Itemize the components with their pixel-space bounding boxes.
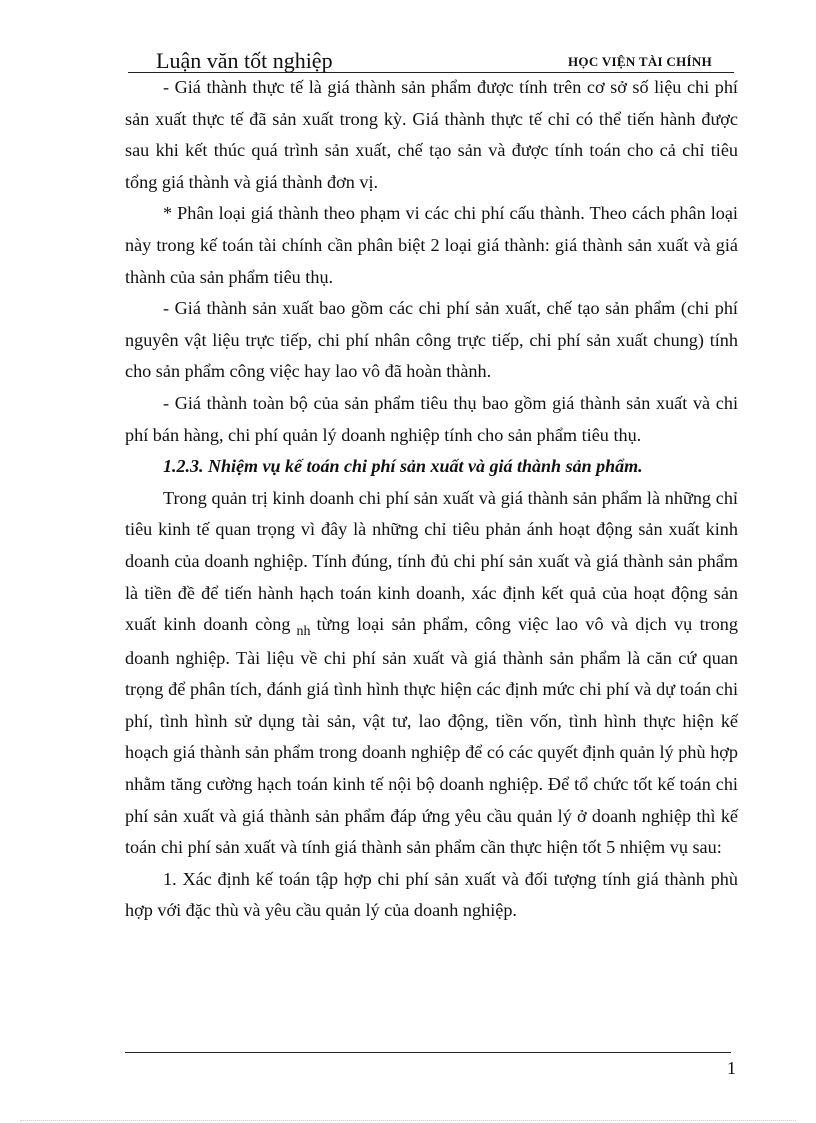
paragraph-total-cost: - Giá thành toàn bộ của sản phẩm tiêu thụ bao gồm giá thành sản xuất và chi phí bán hàng, chi phí quản lý doanh nghiệp tính cho sản phẩm tiêu thụ. [125,392,738,445]
footer-divider [125,1052,731,1053]
header-thesis-title: Luận văn tốt nghiệp [156,48,333,73]
paragraph-actual-cost: - Giá thành thực tế là giá thành sản phẩm được tính trên cơ sở số liệu chi phí sản xuất thực tế đã sản xuất trong kỳ. Giá thành thực tế chỉ có thể tiến hành được sau khi kết thúc quá trình sản xuất, chế tạo sản và được tính toán cho cả chỉ tiêu tổng giá thành và giá thành đơn vị. [125,77,738,192]
header-institution: HỌC VIỆN TÀI CHÍNH [568,54,712,69]
paragraph-task-1: 1. Xác định kế toán tập hợp chi phí sản xuất và đối tượng tính giá thành phù hợp với đặc thù và yêu cầu quản lý của doanh nghiệp. [125,868,738,921]
page-header [128,48,734,73]
page-bottom-edge [20,1120,796,1121]
paragraph-text-part-2: từng loại sản phẩm, công việc lao vô và dịch vụ trong doanh nghiệp. Tài liệu về chi phí sản xuất và giá thành sản phẩm là căn cứ quan trọng để phân tích, đánh giá tình hình thực hiện các định mức chi phí và dự toán chi phí, tình hình sử dụng tài sản, vật tư, lao động, tiền vốn, tình hình thực hiện kế hoạch giá thành sản phẩm trong doanh nghiệp để có các quyết định quản lý phù hợp nhằm tăng cường hạch toán kinh tế nội bộ doanh nghiệp. Để tổ chức tốt kế toán chi phí sản xuất và giá thành sản phẩm đáp ứng yêu cầu quản lý ở doanh nghiệp thì kế toán chi phí sản xuất và tính giá thành sản phẩm cần thực hiện tốt 5 nhiệm vụ sau: [125,614,738,858]
document-body [125,72,738,927]
page-number: 1 [727,1058,736,1078]
paragraph-text-part-1: Trong quản trị kinh doanh chi phí sản xuất và giá thành sản phẩm là những chỉ tiêu kinh tế quan trọng vì đây là những chỉ tiêu phản ánh hoạt động sản xuất kinh doanh của doanh nghiệp. Tính đúng, tính đủ chi phí sản xuất và giá thành sản phẩm là tiền đề để tiến hành hạch toán kinh doanh, xác định kết quả của hoạt động sản xuất kinh doanh còng [125,487,738,635]
paragraph-management-role [125,483,738,864]
section-heading: 1.2.3. Nhiệm vụ kế toán chi phí sản xuất và giá thành sản phẩm. [163,456,643,477]
paragraph-production-cost: - Giá thành sản xuất bao gồm các chi phí sản xuất, chế tạo sản phẩm (chi phí nguyên vật liệu trực tiếp, chi phí nhân công trực tiếp, chi phí sản xuất chung) tính cho sản phẩm công việc hay lao vô đã hoàn thành. [125,298,738,382]
stray-fragment: nh [296,624,311,640]
paragraph-cost-classification: * Phân loại giá thành theo phạm vi các chi phí cấu thành. Theo cách phân loại này trong kế toán tài chính cần phân biệt 2 loại giá thành: giá thành sản xuất và giá thành của sản phẩm tiêu thụ. [125,203,738,287]
